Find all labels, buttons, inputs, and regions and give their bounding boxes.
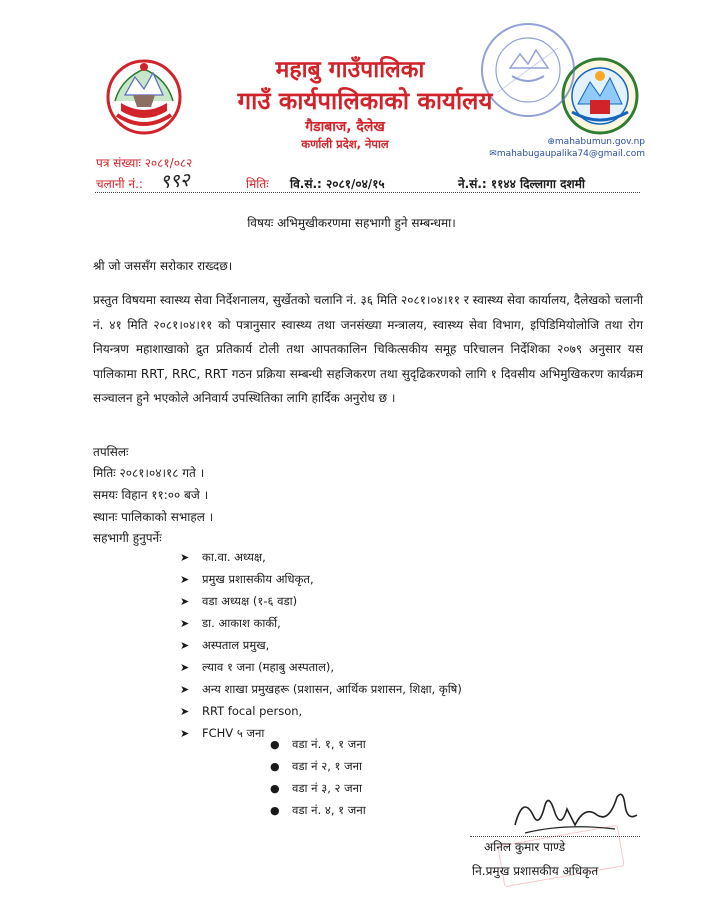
- arrow-bullet-icon: ➤: [180, 661, 190, 674]
- event-place: स्थानः पालिकाको सभाहल ।: [93, 510, 214, 524]
- event-time: समयः विहान ११:०० बजे ।: [93, 488, 209, 502]
- list-item: ➤ डा. आकाश कार्की,: [180, 612, 462, 634]
- bikram-sambat-date: वि.सं.: २०८१/०४/१५: [290, 177, 385, 191]
- list-item: ● वडा नं. ४, १ जना: [270, 799, 366, 821]
- ward-list: [270, 733, 366, 821]
- dot-bullet-icon: ●: [270, 804, 280, 817]
- list-item: ➤ RRT focal person,: [180, 700, 462, 722]
- arrow-bullet-icon: ➤: [180, 727, 190, 740]
- dispatch-number-handwritten: ९९२: [159, 168, 191, 194]
- dot-bullet-icon: ●: [270, 760, 280, 773]
- participants-list: [180, 546, 462, 744]
- office-name-line2: गाउँ कार्यपालिकाको कार्यालय: [237, 87, 493, 115]
- province-line: कर्णाली प्रदेश, नेपाल: [301, 137, 389, 151]
- office-address-line: गैडाबाज, दैलेख: [305, 119, 385, 135]
- list-item: ➤ वडा अध्यक्ष (१-६ वडा): [180, 590, 462, 612]
- list-item: ● वडा नं. १, १ जना: [270, 733, 366, 755]
- email-text: mahabugaupalika74@gmail.com: [496, 149, 645, 159]
- list-item: ➤ का.वा. अध्यक्ष,: [180, 546, 462, 568]
- salutation: श्री जो जससँग सरोकार राख्दछ।: [93, 259, 233, 273]
- list-item: ➤ प्रमुख प्रशासकीय अधिकृत,: [180, 568, 462, 590]
- list-item: ➤ FCHV ५ जना: [180, 722, 462, 744]
- arrow-bullet-icon: ➤: [180, 683, 190, 696]
- email-contact: [489, 149, 645, 159]
- dispatch-number-label: चलानी नं.:: [96, 177, 143, 191]
- arrow-bullet-icon: ➤: [180, 705, 190, 718]
- list-item: ➤ अस्पताल प्रमुख,: [180, 634, 462, 656]
- list-item: ● वडा नं ३, २ जना: [270, 777, 366, 799]
- web-icon: ⊕: [547, 137, 555, 147]
- signatory-name: अनिल कुमार पाण्डे: [484, 840, 566, 854]
- date-label: मितिः: [246, 177, 269, 191]
- arrow-bullet-icon: ➤: [180, 595, 190, 608]
- dot-bullet-icon: ●: [270, 738, 280, 751]
- event-date: मितिः २०८१।०४।१८ गते ।: [93, 466, 205, 480]
- body-paragraph: प्रस्तुत विषयमा स्वास्थ्य सेवा निर्देशनालय, सुर्खेतको चलानि नं. ३६ मिति २०८१।०४।११ र स्वास्थ्य सेवा कार्यालय, दैलेखको चलानी नं. ४१ मिति २०८१।०४।११ को पत्रानुसार स्वास्थ्य तथा जनसंख्या मन्त्रालय, स्वास्थ्य सेवा विभाग, इपिडिमियोलोजि तथा रोग नियन्त्रण महाशाखाको द्रुत प्रतिकार्य टोली तथा आपतकालिन चिकित्सकीय समूह परिचालन निर्देशिका २०७९ अनुसार यस पालिकामा RRT, RRC, RRT गठन प्रक्रिया सम्बन्धी सहजिकरण तथा सुदृढिकरणको लागि १ दिवसीय अभिमुखिकरण कार्यक्रम सञ्चालन हुने भएकोले अनिवार्य उपस्थितिका लागि हार्दिक अनुरोध छ ।: [93, 293, 643, 406]
- dot-bullet-icon: ●: [270, 782, 280, 795]
- arrow-bullet-icon: ➤: [180, 551, 190, 564]
- arrow-bullet-icon: ➤: [180, 639, 190, 652]
- arrow-bullet-icon: ➤: [180, 617, 190, 630]
- nepal-sambat-date: ने.सं.: ११४४ दिल्लागा दशमी: [458, 177, 585, 191]
- subject-line: विषयः अभिमुखीकरणमा सहभागी हुने सम्बन्धमा।: [247, 216, 456, 230]
- list-item: ● वडा नं २, १ जना: [270, 755, 366, 777]
- website-text: mahabumun.gov.np: [554, 137, 645, 147]
- signatory-title: नि.प्रमुख प्रशासकीय अधिकृत: [472, 864, 599, 878]
- nepal-emblem-logo: [103, 55, 185, 137]
- list-item: ➤ ल्याव १ जना (महाबु अस्पताल),: [180, 656, 462, 678]
- details-heading: तपसिलः: [93, 445, 129, 459]
- arrow-bullet-icon: ➤: [180, 573, 190, 586]
- office-name-line1: महाबु गाउँपालिका: [275, 57, 425, 83]
- website-contact: [547, 137, 645, 147]
- list-item: ➤ अन्य शाखा प्रमुखहरू (प्रशासन, आर्थिक प्रशासन, शिक्षा, कृषि): [180, 678, 462, 700]
- signature-line: [470, 836, 640, 837]
- participants-heading: सहभागी हुनुपर्नेः: [93, 531, 162, 545]
- letter-number: पत्र संख्याः २०८१/०८२: [96, 156, 193, 170]
- date-divider: [95, 192, 640, 193]
- mail-icon: ✉: [489, 149, 497, 159]
